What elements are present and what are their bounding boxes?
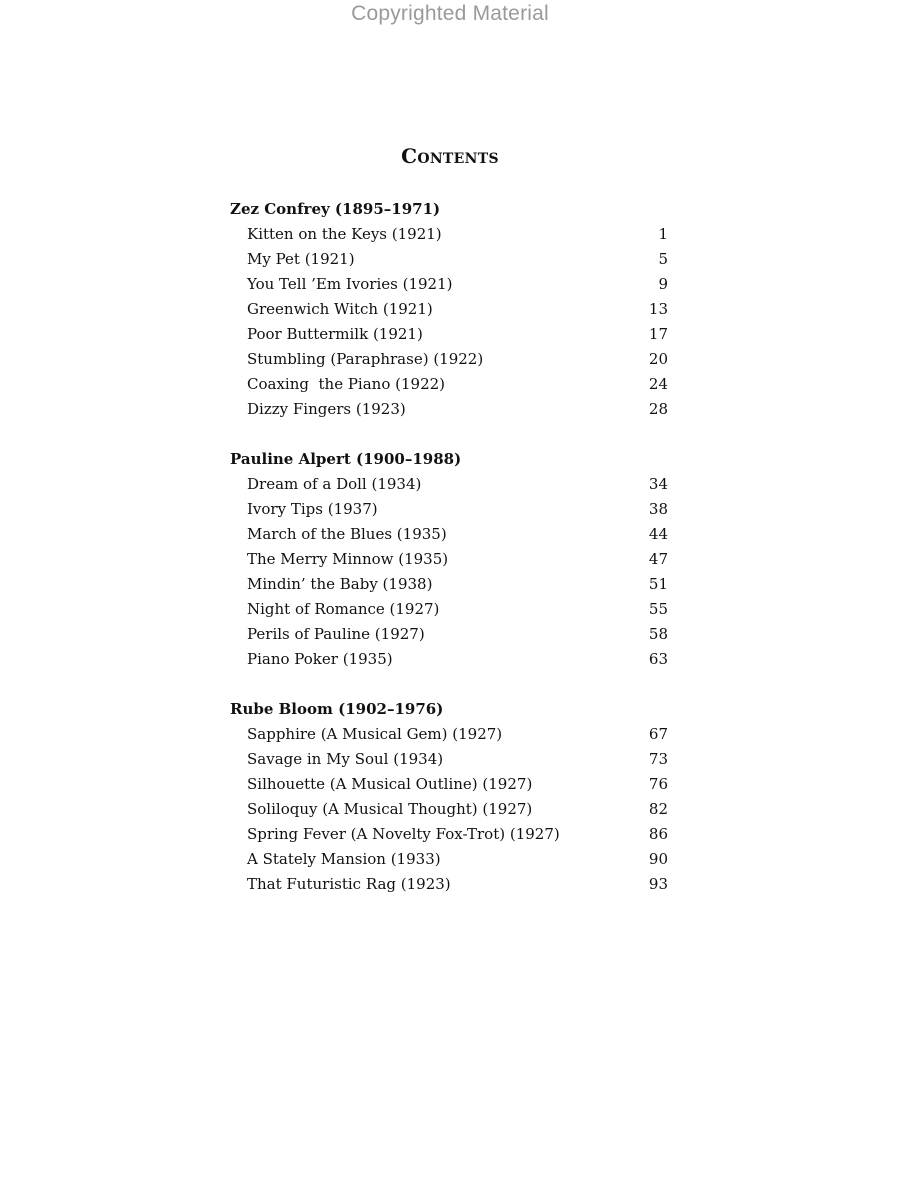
entry-title: The Merry Minnow (1935) xyxy=(247,550,449,568)
entry-page-number: 76 xyxy=(648,775,668,793)
entry-title: Stumbling (Paraphrase) (1922) xyxy=(247,350,484,368)
toc-entry xyxy=(230,322,670,347)
composer-heading: Pauline Alpert (1900–1988) xyxy=(230,450,462,468)
toc-entry xyxy=(230,797,670,822)
entry-page-number: 51 xyxy=(648,575,668,593)
entry-title: My Pet (1921) xyxy=(247,250,355,268)
toc-entry xyxy=(230,547,670,572)
toc-section-confrey xyxy=(230,197,670,422)
entry-title: Ivory Tips (1937) xyxy=(247,500,378,518)
entry-title: Perils of Pauline (1927) xyxy=(247,625,425,643)
toc-entry xyxy=(230,222,670,247)
entry-title: A Stately Mansion (1933) xyxy=(247,850,441,868)
toc-entry xyxy=(230,822,670,847)
copyright-watermark: Copyrighted Material xyxy=(351,2,549,25)
page-title: Contents xyxy=(401,144,499,168)
entry-title: Kitten on the Keys (1921) xyxy=(247,225,442,243)
entry-page-number: 9 xyxy=(658,275,668,293)
entry-title: That Futuristic Rag (1923) xyxy=(247,875,451,893)
entry-title: March of the Blues (1935) xyxy=(247,525,447,543)
toc-entry xyxy=(230,522,670,547)
entry-title: Savage in My Soul (1934) xyxy=(247,750,444,768)
toc-entry xyxy=(230,722,670,747)
entry-title: Spring Fever (A Novelty Fox-Trot) (1927) xyxy=(247,825,560,843)
entry-page-number: 38 xyxy=(648,500,668,518)
entry-title: Greenwich Witch (1921) xyxy=(247,300,433,318)
toc-entry xyxy=(230,622,670,647)
entry-page-number: 47 xyxy=(648,550,668,568)
toc-entry xyxy=(230,647,670,672)
entry-page-number: 93 xyxy=(648,875,668,893)
entry-page-number: 44 xyxy=(648,525,668,543)
entry-page-number: 55 xyxy=(648,600,668,618)
entry-page-number: 82 xyxy=(648,800,668,818)
entry-page-number: 67 xyxy=(648,725,668,743)
entry-title: Poor Buttermilk (1921) xyxy=(247,325,423,343)
entry-title: Dizzy Fingers (1923) xyxy=(247,400,406,418)
toc-entry xyxy=(230,347,670,372)
toc-entry xyxy=(230,572,670,597)
toc-entry xyxy=(230,747,670,772)
entry-page-number: 5 xyxy=(658,250,668,268)
entry-page-number: 63 xyxy=(648,650,668,668)
entry-title: Mindin’ the Baby (1938) xyxy=(247,575,433,593)
toc-entry xyxy=(230,247,670,272)
toc-section-bloom xyxy=(230,697,670,897)
toc-entry xyxy=(230,497,670,522)
toc-entry xyxy=(230,397,670,422)
entry-title: Silhouette (A Musical Outline) (1927) xyxy=(247,775,533,793)
entry-title: Sapphire (A Musical Gem) (1927) xyxy=(247,725,503,743)
table-of-contents xyxy=(230,197,670,922)
entry-page-number: 24 xyxy=(648,375,668,393)
toc-entry xyxy=(230,847,670,872)
entry-page-number: 17 xyxy=(648,325,668,343)
toc-entry xyxy=(230,772,670,797)
entry-title: Night of Romance (1927) xyxy=(247,600,440,618)
composer-heading: Zez Confrey (1895–1971) xyxy=(230,200,441,218)
toc-entry xyxy=(230,872,670,897)
toc-entry xyxy=(230,272,670,297)
entry-title: Soliloquy (A Musical Thought) (1927) xyxy=(247,800,533,818)
toc-section-alpert xyxy=(230,447,670,672)
composer-heading: Rube Bloom (1902–1976) xyxy=(230,700,444,718)
entry-page-number: 73 xyxy=(648,750,668,768)
entry-page-number: 28 xyxy=(648,400,668,418)
entry-title: You Tell ’Em Ivories (1921) xyxy=(247,275,453,293)
entry-page-number: 34 xyxy=(648,475,668,493)
toc-entry xyxy=(230,472,670,497)
entry-title: Dream of a Doll (1934) xyxy=(247,475,422,493)
entry-page-number: 58 xyxy=(648,625,668,643)
entry-page-number: 86 xyxy=(648,825,668,843)
toc-entry xyxy=(230,297,670,322)
toc-entry xyxy=(230,597,670,622)
entry-page-number: 13 xyxy=(648,300,668,318)
entry-page-number: 90 xyxy=(648,850,668,868)
entry-title: Piano Poker (1935) xyxy=(247,650,393,668)
entry-page-number: 20 xyxy=(648,350,668,368)
toc-entry xyxy=(230,372,670,397)
entry-page-number: 1 xyxy=(658,225,668,243)
entry-title: Coaxing the Piano (1922) xyxy=(247,375,446,393)
